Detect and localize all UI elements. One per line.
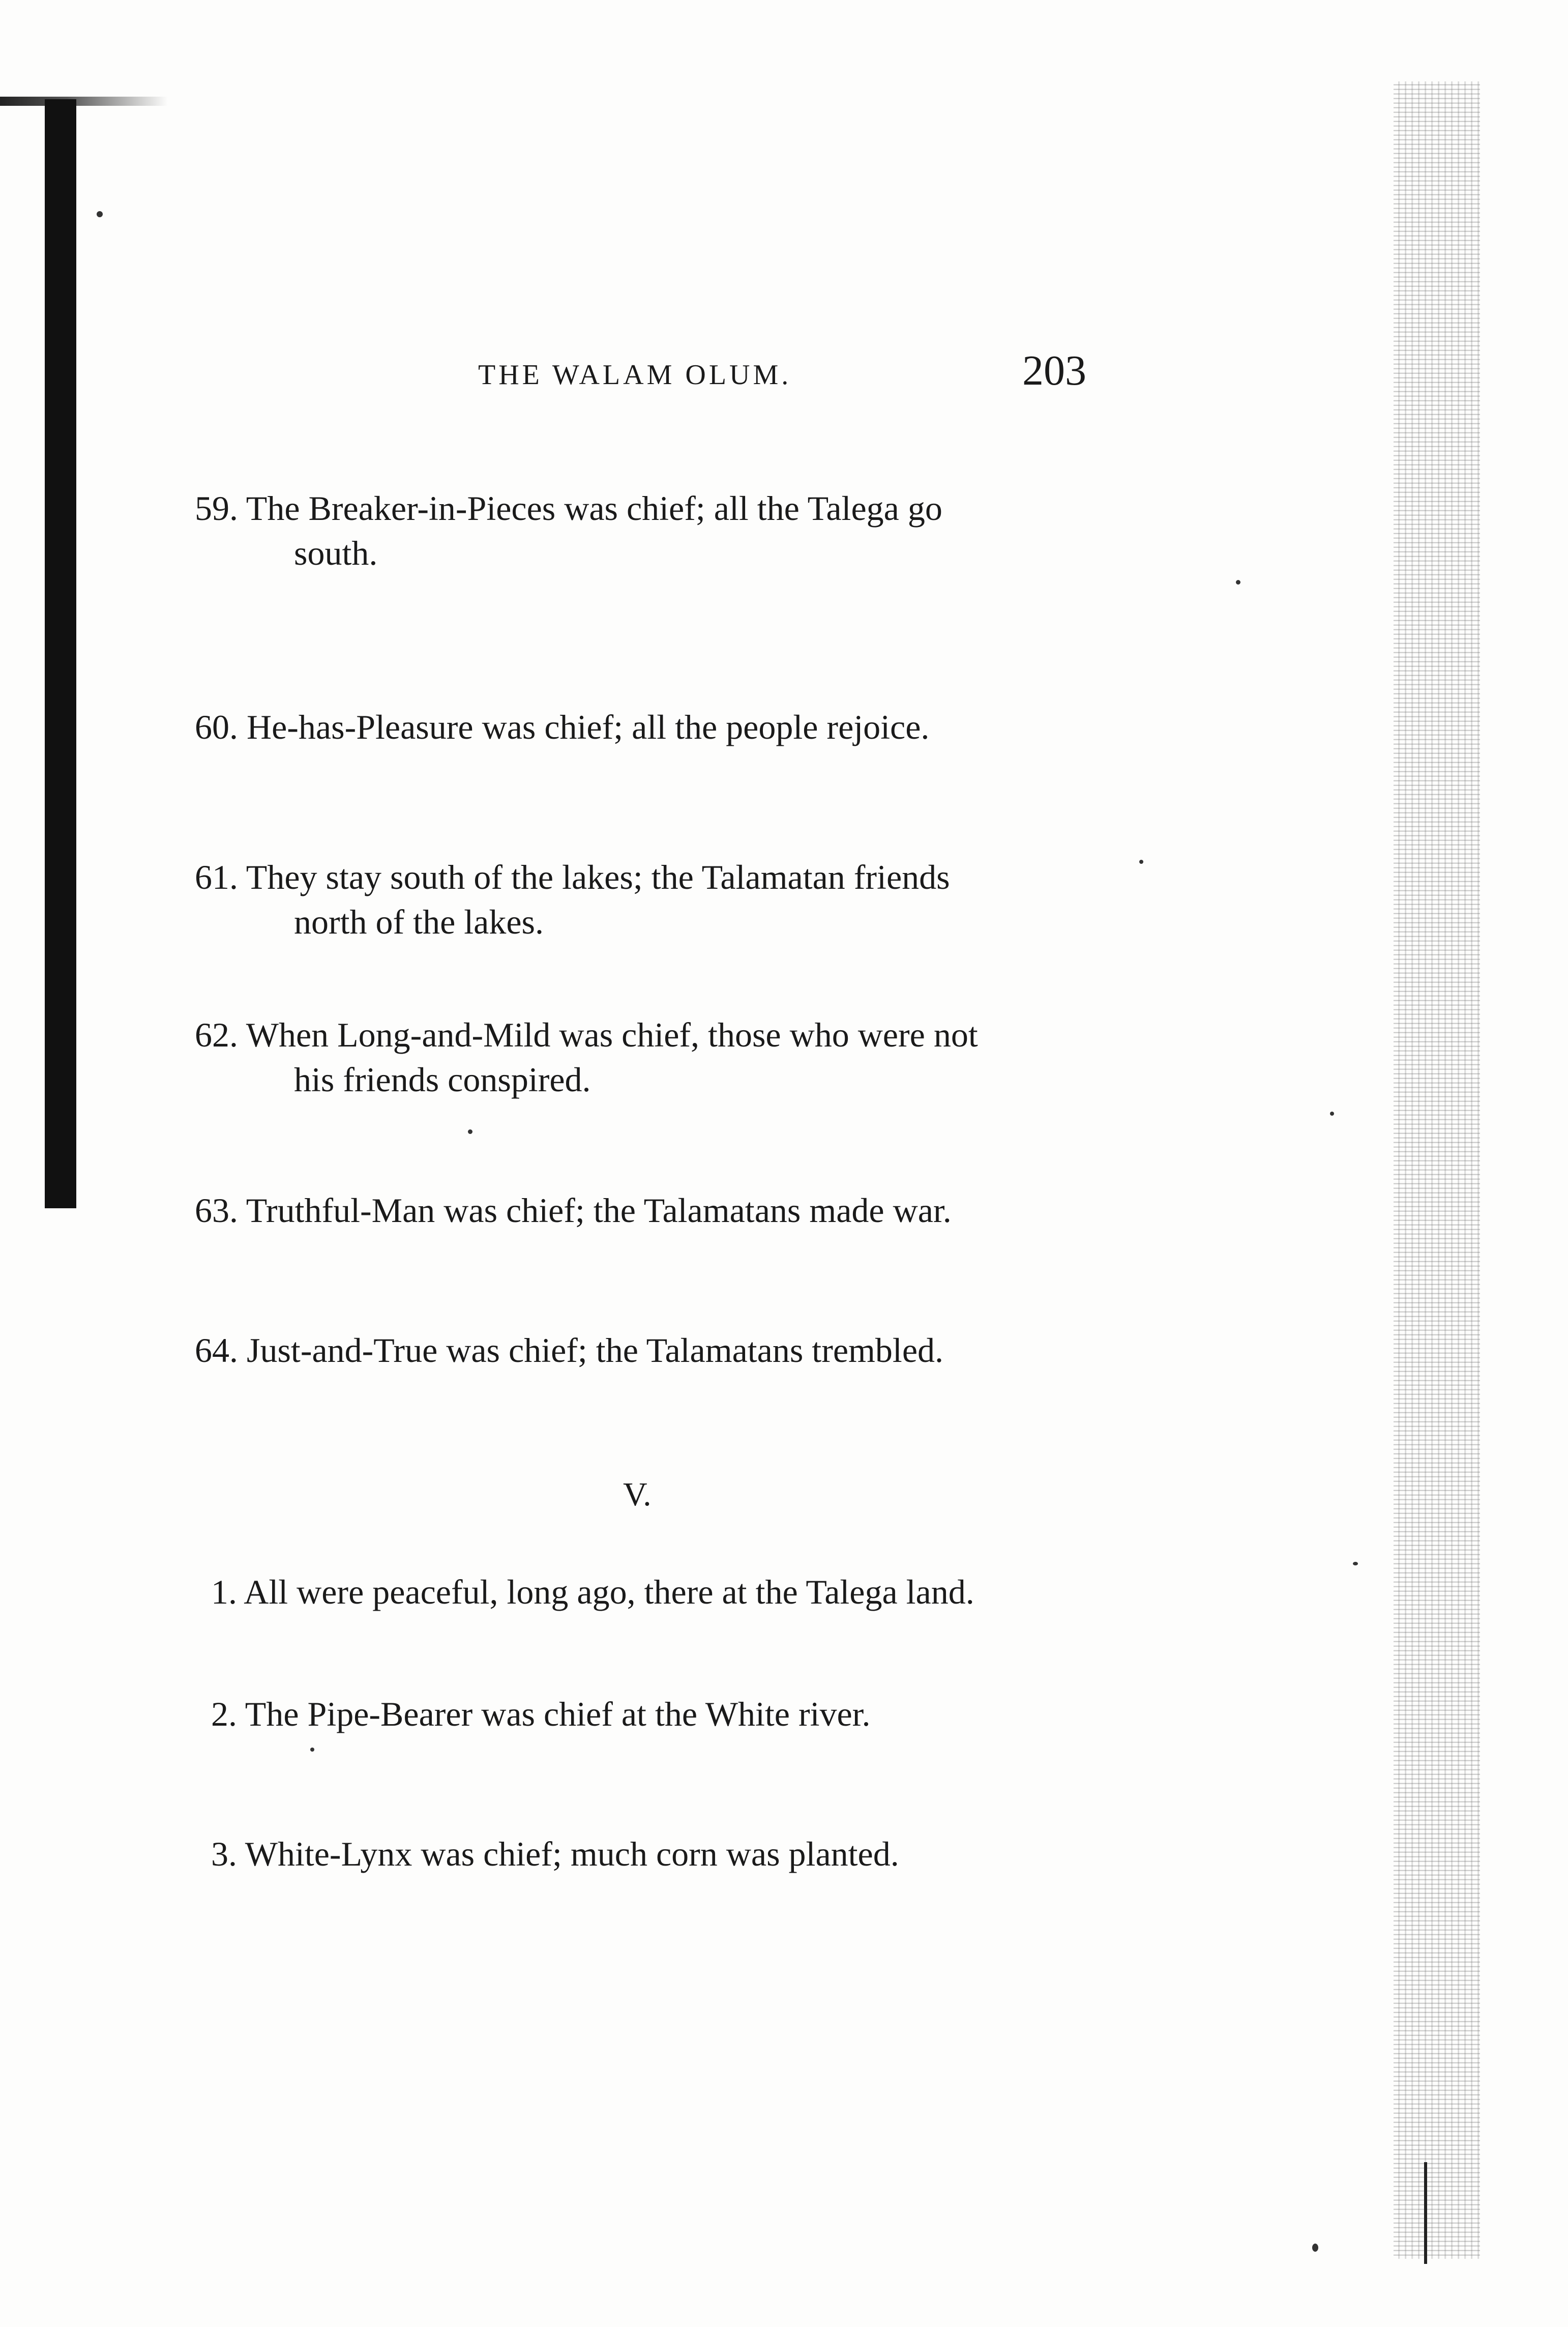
binding-edge-top [0, 97, 168, 106]
scan-speck [1353, 1562, 1358, 1565]
verse-entry [195, 1188, 952, 1233]
page-edge-mark [1424, 2162, 1427, 2264]
verse-text-continued: his friends conspired. [294, 1060, 591, 1099]
verse-entry [195, 1328, 943, 1373]
verse-number: 3. [211, 1835, 237, 1873]
verse-number: 2. [211, 1695, 237, 1733]
verse-entry [211, 1692, 871, 1736]
verse-number: 59. [195, 489, 238, 528]
verse-text: The Pipe-Bearer was chief at the White river. [245, 1695, 871, 1733]
verse-text: White-Lynx was chief; much corn was planted. [245, 1835, 899, 1873]
running-title: THE WALAM OLUM. [478, 359, 792, 391]
verse-text: All were peaceful, long ago, there at the Talega land. [244, 1573, 974, 1611]
scan-speck [97, 211, 103, 217]
verse-entry [211, 1569, 974, 1614]
verse-number: 63. [195, 1191, 238, 1230]
binding-shadow [45, 99, 76, 1208]
verse-number: 60. [195, 708, 238, 746]
verse-entry [195, 705, 929, 749]
section-heading: V. [623, 1476, 652, 1513]
verse-text-continued: south. [294, 534, 378, 572]
verse-entry [195, 855, 950, 944]
verse-text: Truthful-Man was chief; the Talamatans made war. [246, 1191, 952, 1230]
scan-speck [310, 1748, 314, 1752]
page-edge-noise [1394, 81, 1480, 2259]
scan-speck [1312, 2244, 1318, 2252]
verse-number: 61. [195, 858, 238, 896]
verse-entry [211, 1831, 899, 1876]
verse-number: 1. [211, 1573, 237, 1611]
scan-speck [1330, 1112, 1334, 1116]
verse-text: When Long-and-Mild was chief, those who were not [246, 1015, 978, 1054]
verse-number: 64. [195, 1331, 238, 1370]
scan-speck [468, 1129, 472, 1134]
verse-text: The Breaker-in-Pieces was chief; all the Talega go [246, 489, 942, 528]
scan-speck [1236, 580, 1240, 585]
verse-text-continued: north of the lakes. [294, 903, 544, 941]
scan-speck [1139, 860, 1143, 864]
verse-entry [195, 1012, 978, 1102]
page-number: 203 [1022, 347, 1086, 394]
verse-text: They stay south of the lakes; the Talamatan friends [246, 858, 950, 896]
verse-text: Just-and-True was chief; the Talamatans trembled. [247, 1331, 943, 1370]
verse-entry [195, 486, 942, 575]
verse-number: 62. [195, 1015, 238, 1054]
verse-text: He-has-Pleasure was chief; all the people rejoice. [247, 708, 930, 746]
